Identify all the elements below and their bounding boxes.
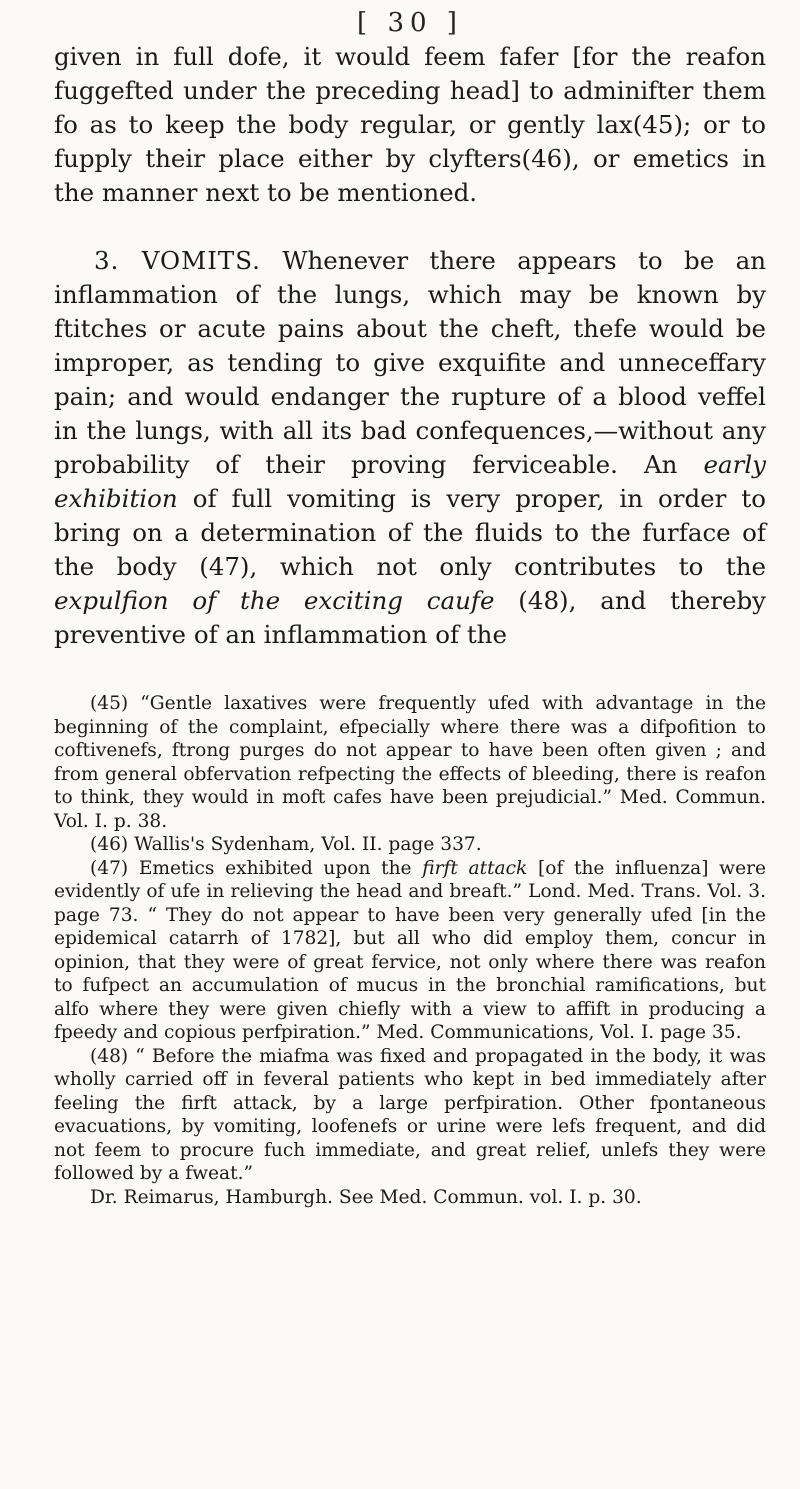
footnote-45: (45) “Gentle laxatives were frequently ufed with advantage in the beginning of the complaint, efpecially where there was a difpofition to coftivenefs, ftrong purges do not appear to have been often given ; and from general obfervation refpecting the effects of bleeding, there is reafon to think, they would in moft cafes have been prejudicial.” Med. Commun. Vol. I. p. 38.	[54, 693, 766, 832]
vomits-text-c: (48), and thereby preventive of an inflammation of the	[54, 586, 766, 649]
vomits-text-b: of full vomiting is very proper, in order to bring on a determination of the fluids to the furface of the body (47), which not only contributes to the	[54, 484, 766, 581]
paragraph-vomits	[54, 244, 766, 652]
vomits-text-a: Whenever there appears to be an inflammation of the lungs, which may be known by ftitches or acute pains about the cheft, thefe would be improper, as tending to give exquifite and unneceffary pain; and would endanger the rupture of a blood veffel in the lungs, with all its bad confequences,—without any probability of their proving ferviceable. An	[54, 246, 766, 479]
vomits-italic-early-exhibition: early exhibition	[54, 450, 766, 513]
footnote-46: (46) Wallis's Sydenham, Vol. II. page 337.	[90, 834, 482, 855]
paragraph-gap	[54, 210, 766, 244]
main-text	[54, 40, 766, 652]
section-label-vomits: 3. VOMITS.	[94, 246, 261, 275]
vomits-italic-expulsion: expulfion of the exciting caufe	[54, 586, 495, 615]
paragraph-continuation: given in full dofe, it would feem fafer [for the reafon fuggefted under the preceding head] to adminifter them fo as to keep the body regular, or gently lax(45); or to fupply their place either by clyfters(46), or emetics in the manner next to be mentioned.	[54, 42, 766, 207]
footnote-48-attribution: Dr. Reimarus, Hamburgh. See Med. Commun. vol. I. p. 30.	[90, 1186, 642, 1208]
page-number-header: [ 30 ]	[357, 8, 463, 38]
footnote-47-text-a: (47) Emetics exhibited upon the	[90, 857, 423, 879]
footnote-47-text-b: [of the influenza] were evidently of ufe in relieving the head and breaft.” Lond. Med. Trans. Vol. 3. page 73. “ They do not appear to have been very generally ufed [in the epidemical catarrh of 1782], but all who did employ them, concur in opinion, that they were of great fervice, not only where there was reafon to fufpect an accumulation of mucus in the bronchial ramifications, but alfo where they were given chiefly with a view to affift in producing a fpeedy and copious perfpiration.” Med. Communications, Vol. I. page 35.	[54, 857, 766, 1043]
footnotes	[54, 692, 766, 1209]
footnote-48: (48) “ Before the miafma was fixed and propagated in the body, it was wholly carried off in feveral patients who kept in bed immediately after feeling the firft attack, by a large perfpiration. Other fpontaneous evacuations, by vomiting, loofenefs or urine were lefs frequent, and did not feem to procure fuch immediate, and great relief, unlefs they were followed by a fweat.”	[54, 1045, 766, 1184]
footnote-47	[54, 857, 766, 1045]
footnote-47-italic: firft attack	[422, 857, 528, 879]
